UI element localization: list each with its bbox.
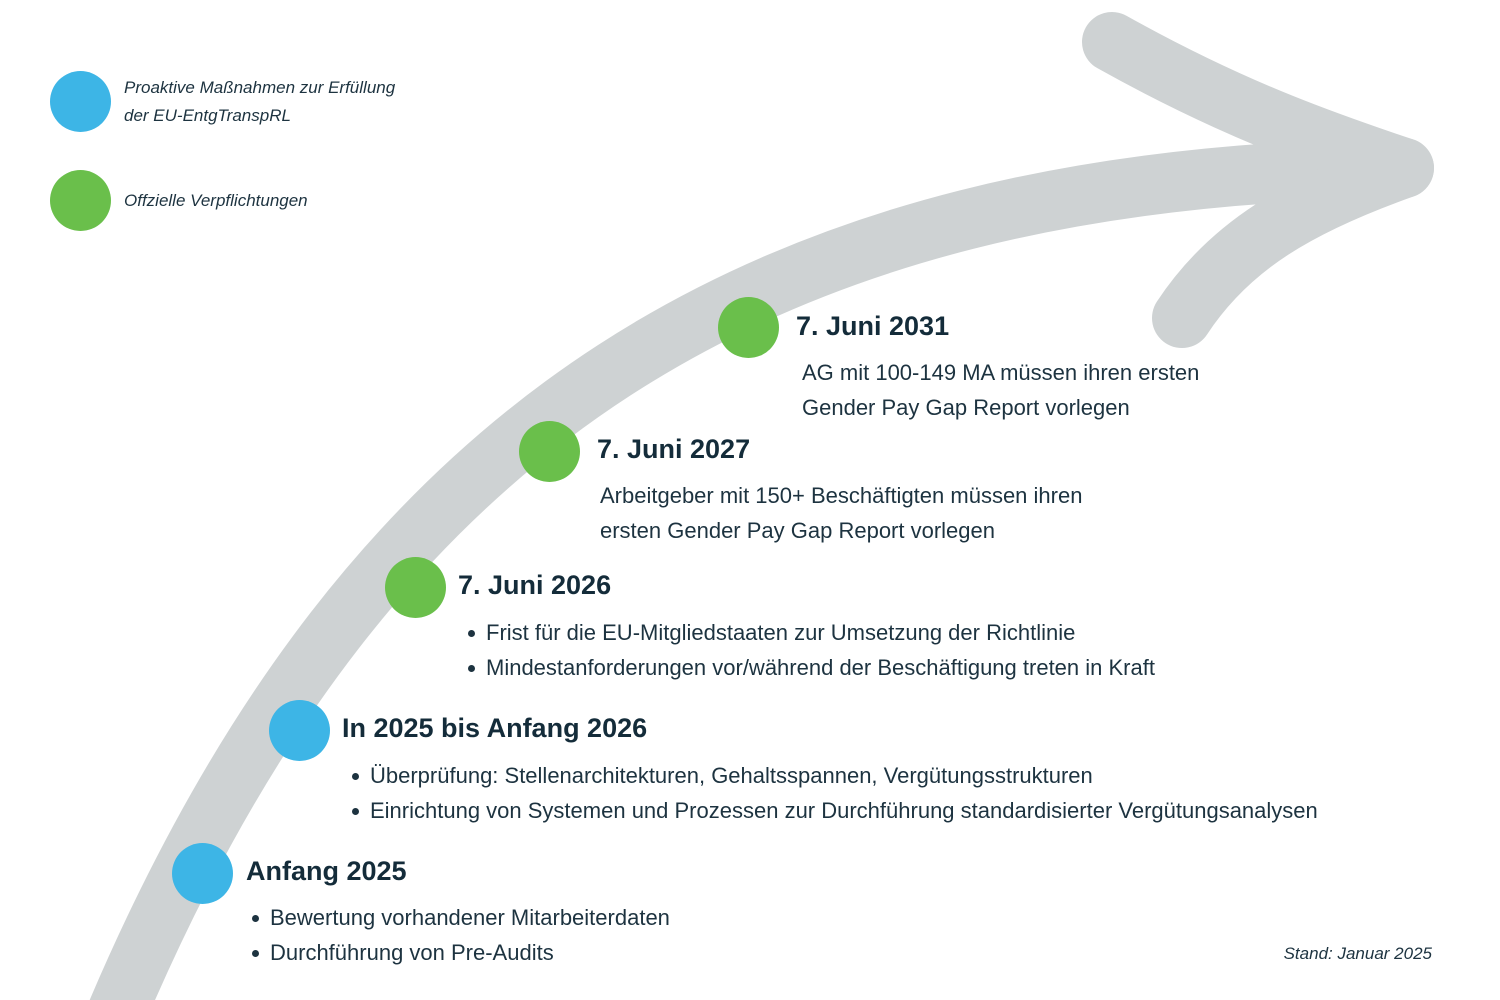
legend-dot-proactive xyxy=(50,71,111,132)
milestone-desc-2027-line-1: Arbeitgeber mit 150+ Beschäftigten müssen ihren xyxy=(600,483,1083,508)
stand-date-note: Stand: Januar 2025 xyxy=(1283,944,1432,963)
legend-label-proactive: Proaktive Maßnahmen zur Erfüllung der EU-EntgTranspRL xyxy=(124,77,396,125)
milestone-title-2031: 7. Juni 2031 xyxy=(796,311,950,341)
list-item: Mindestanforderungen vor/während der Beschäftigung treten in Kraft xyxy=(466,650,1155,685)
list-item: Frist für die EU-Mitgliedstaaten zur Umsetzung der Richtlinie xyxy=(466,615,1155,650)
legend-dot-official xyxy=(50,170,111,231)
list-item: Durchführung von Pre-Audits xyxy=(250,935,670,970)
milestone-desc-2027-line-2: ersten Gender Pay Gap Report vorlegen xyxy=(600,518,996,543)
milestone-dot-2025-2026 xyxy=(269,700,330,761)
list-item: Einrichtung von Systemen und Prozessen zur Durchführung standardisierter Vergütungsanalysen xyxy=(350,793,1318,828)
milestone-title-2025-2026: In 2025 bis Anfang 2026 xyxy=(342,713,648,743)
milestone-dot-2027 xyxy=(519,421,580,482)
legend-official xyxy=(50,170,308,231)
milestone-dot-2026 xyxy=(385,557,446,618)
list-item: Bewertung vorhandener Mitarbeiterdaten xyxy=(250,900,670,935)
legend-proactive xyxy=(50,71,395,132)
milestone-dot-2025 xyxy=(172,843,233,904)
milestone-desc-2031-line-2: Gender Pay Gap Report vorlegen xyxy=(802,395,1130,420)
milestone-list-2025-2026 xyxy=(350,758,1318,828)
list-item: Überprüfung: Stellenarchitekturen, Gehaltsspannen, Vergütungsstrukturen xyxy=(350,758,1318,793)
milestone-title-2027: 7. Juni 2027 xyxy=(597,434,751,464)
milestone-title-2026: 7. Juni 2026 xyxy=(458,570,612,600)
milestone-dot-2031 xyxy=(718,297,779,358)
milestone-desc-2031-line-1: AG mit 100-149 MA müssen ihren ersten xyxy=(802,360,1200,385)
milestone-list-2025 xyxy=(250,900,670,970)
milestone-title-2025: Anfang 2025 xyxy=(246,856,407,886)
milestone-list-2026 xyxy=(466,615,1155,685)
legend-label-official: Offzielle Verpflichtungen xyxy=(124,190,308,210)
